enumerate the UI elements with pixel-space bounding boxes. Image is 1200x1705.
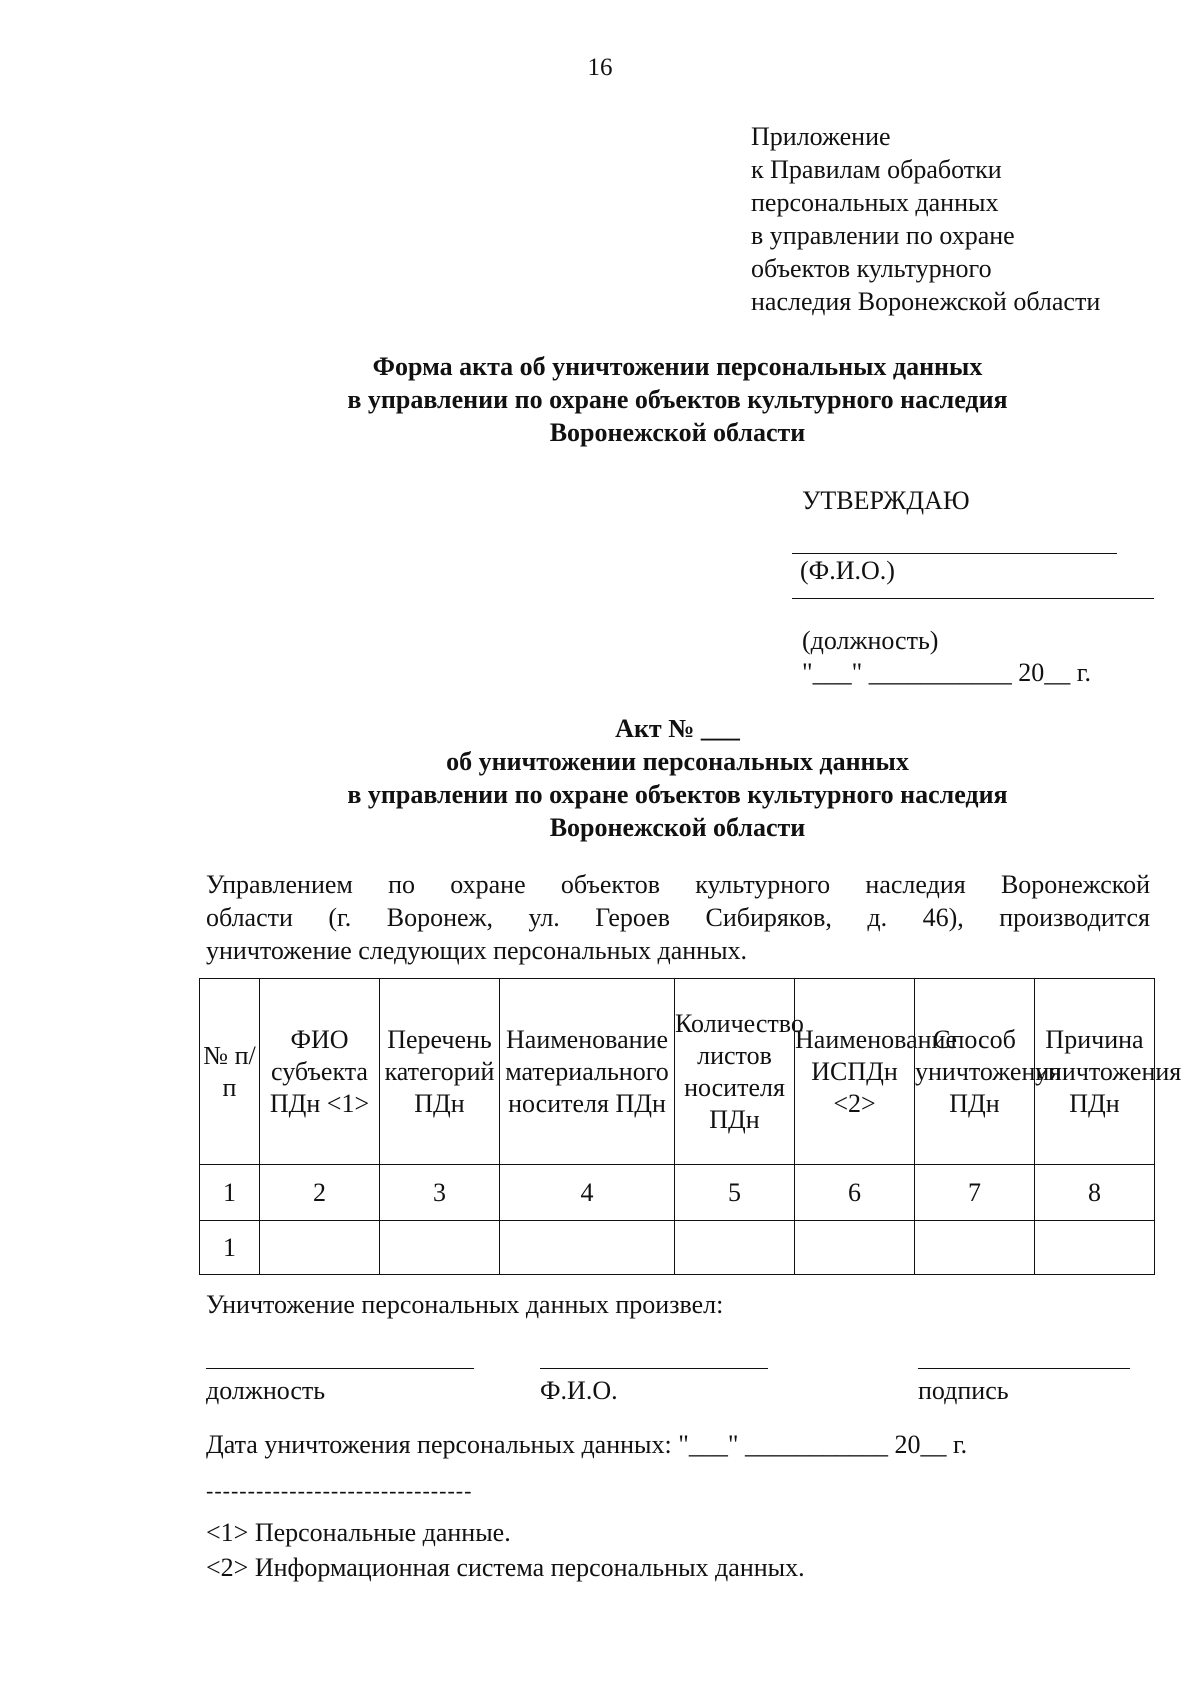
appendix-note	[751, 120, 1100, 318]
footnote: <2> Информационная система персональных данных.	[206, 1553, 805, 1582]
appendix-line: Приложение	[751, 122, 891, 151]
table-number-cell: 3	[380, 1165, 500, 1221]
approval-date-line: "___" ___________ 20__ г.	[802, 658, 1091, 687]
position-signature-line	[206, 1368, 474, 1369]
table-header-row	[200, 979, 1155, 1165]
destruction-date-line: Дата уничтожения персональных данных: "___" ___________ 20__ г.	[206, 1430, 968, 1459]
act-title-line: Воронежской области	[549, 813, 806, 842]
table-header-cell: ФИО субъекта ПДн <1>	[260, 979, 380, 1165]
approver-fio-line	[792, 553, 1117, 554]
form-title-line: Воронежской области	[549, 418, 806, 447]
table-header-cell: Наименование материального носителя ПДн	[500, 979, 675, 1165]
footnote-separator: --------------------------------	[206, 1478, 473, 1503]
intro-paragraph	[206, 868, 1150, 967]
destruction-table	[199, 978, 1182, 1275]
table-header-cell: Способ уничтожения ПДн	[915, 979, 1035, 1165]
appendix-line: к Правилам обработки	[751, 155, 1002, 184]
appendix-line: в управлении по охране	[751, 221, 1015, 250]
table-number-cell: 6	[795, 1165, 915, 1221]
fio-signature-line	[540, 1368, 768, 1369]
signature-caption: подпись	[918, 1376, 1009, 1405]
table-number-cell: 7	[915, 1165, 1035, 1221]
destroyed-by-label: Уничтожение персональных данных произвел:	[206, 1290, 724, 1319]
act-title-line: в управлении по охране объектов культурного наследия	[347, 780, 1008, 809]
table-header-cell: Перечень категорий ПДн	[380, 979, 500, 1165]
position-caption: должность	[206, 1376, 326, 1405]
table-cell	[795, 1221, 915, 1275]
form-title	[0, 350, 1200, 449]
intro-line: области (г. Воронеж, ул. Героев Сибиряков, д. 46), производится	[206, 903, 1150, 932]
table-header-cell: Причина уничтожения ПДн	[1035, 979, 1155, 1165]
table-header-cell: № п/п	[200, 979, 260, 1165]
footnote: <1> Персональные данные.	[206, 1518, 511, 1547]
fio-caption: Ф.И.О.	[540, 1376, 618, 1405]
table-cell	[675, 1221, 795, 1275]
table-header-cell: Наименование ИСПДн <2>	[795, 979, 915, 1165]
intro-line: Управлением по охране объектов культурного наследия Воронежской	[206, 870, 1150, 899]
table-cell	[500, 1221, 675, 1275]
appendix-line: персональных данных	[751, 188, 999, 217]
approver-position-caption: (должность)	[802, 626, 939, 655]
act-title-line: Акт № ___	[615, 714, 740, 743]
act-title-line: об уничтожении персональных данных	[446, 747, 909, 776]
appendix-line: наследия Воронежской области	[751, 287, 1101, 316]
table-numbering-row	[200, 1165, 1155, 1221]
intro-line: уничтожение следующих персональных данных.	[206, 936, 748, 965]
approve-label: УТВЕРЖДАЮ	[802, 486, 970, 515]
appendix-line: объектов культурного	[751, 254, 992, 283]
table-number-cell: 2	[260, 1165, 380, 1221]
table-cell: 1	[200, 1221, 260, 1275]
approver-fio-caption: (Ф.И.О.)	[800, 556, 895, 585]
table-row	[200, 1221, 1155, 1275]
act-title	[0, 712, 1200, 844]
signature-line	[918, 1368, 1130, 1369]
table-number-cell: 8	[1035, 1165, 1155, 1221]
form-title-line: в управлении по охране объектов культурного наследия	[347, 385, 1008, 414]
table-cell	[380, 1221, 500, 1275]
table-header-cell: Количество листов носителя ПДн	[675, 979, 795, 1165]
page-number: 16	[587, 54, 613, 81]
approver-position-line	[792, 598, 1154, 599]
table-cell	[1035, 1221, 1155, 1275]
table-number-cell: 4	[500, 1165, 675, 1221]
table-cell	[260, 1221, 380, 1275]
table-number-cell: 1	[200, 1165, 260, 1221]
table-cell	[915, 1221, 1035, 1275]
table-number-cell: 5	[675, 1165, 795, 1221]
form-title-line: Форма акта об уничтожении персональных данных	[372, 352, 983, 381]
